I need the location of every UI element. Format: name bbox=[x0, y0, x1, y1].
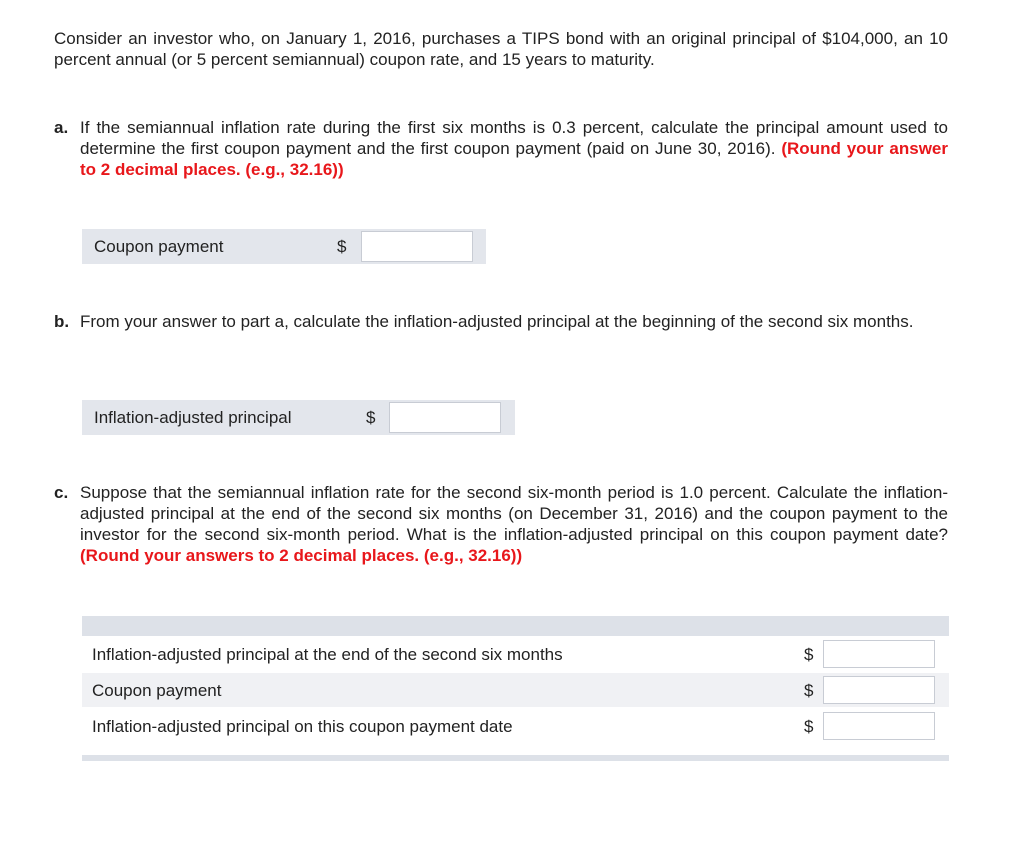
dollar-sign: $ bbox=[337, 237, 347, 256]
answer-row-coupon-payment-a bbox=[82, 229, 486, 264]
question-c-text bbox=[80, 482, 948, 566]
answer-label: Inflation-adjusted principal at the end of the second six months bbox=[92, 644, 563, 664]
question-a-rounding-note: (Round your answer to 2 decimal places. (e.g., 32.16)) bbox=[80, 139, 948, 179]
dollar-sign: $ bbox=[804, 681, 814, 700]
question-c-rounding-note: (Round your answers to 2 decimal places. (e.g., 32.16)) bbox=[80, 546, 523, 565]
problem-intro: Consider an investor who, on January 1, 2016, purchases a TIPS bond with an original principal of $104,000, an 10 percent annual (or 5 percent semiannual) coupon rate, and 15 years to maturity. bbox=[54, 29, 948, 69]
answer-row-coupon-payment-c bbox=[82, 673, 949, 707]
question-b-letter: b. bbox=[54, 312, 70, 331]
question-c-letter: c. bbox=[54, 483, 69, 502]
principal-on-coupon-date-input[interactable] bbox=[823, 712, 935, 740]
dollar-sign: $ bbox=[804, 645, 814, 664]
inflation-adjusted-principal-b-input[interactable] bbox=[389, 402, 501, 433]
answer-label: Inflation-adjusted principal on this coupon payment date bbox=[92, 716, 513, 736]
dollar-sign: $ bbox=[804, 717, 814, 736]
answer-row-principal-end-second-six-months bbox=[82, 637, 949, 671]
question-c bbox=[54, 482, 948, 566]
question-a bbox=[54, 117, 948, 180]
question-b bbox=[54, 311, 948, 332]
coupon-payment-c-input[interactable] bbox=[823, 676, 935, 704]
answer-table-header-bar bbox=[82, 616, 949, 636]
answer-row-principal-on-coupon-date bbox=[82, 709, 949, 743]
question-a-letter: a. bbox=[54, 118, 69, 137]
answer-label: Inflation-adjusted principal bbox=[94, 408, 292, 427]
answer-label: Coupon payment bbox=[92, 680, 222, 700]
question-a-body: If the semiannual inflation rate during the first six months is 0.3 percent, calculate the principal amount used to determine the first coupon payment and the first coupon payment (paid on June 30, 2016). bbox=[80, 118, 948, 158]
principal-end-second-six-months-input[interactable] bbox=[823, 640, 935, 668]
answer-label: Coupon payment bbox=[94, 237, 224, 256]
question-b-text: From your answer to part a, calculate the inflation-adjusted principal at the beginning of the second six months. bbox=[80, 312, 914, 331]
answer-row-inflation-adjusted-principal-b bbox=[82, 400, 515, 435]
dollar-sign: $ bbox=[366, 408, 376, 427]
coupon-payment-a-input[interactable] bbox=[361, 231, 473, 262]
question-a-text bbox=[80, 117, 948, 180]
question-c-body: Suppose that the semiannual inflation rate for the second six-month period is 1.0 percent. Calculate the inflation-adjusted principal at the end of the second six months (on December 31, 2016) and the coupon payment to the investor for the second six-month period. What is the inflation-adjusted principal on this coupon payment date? bbox=[80, 483, 948, 544]
answer-table-footer-bar bbox=[82, 755, 949, 761]
